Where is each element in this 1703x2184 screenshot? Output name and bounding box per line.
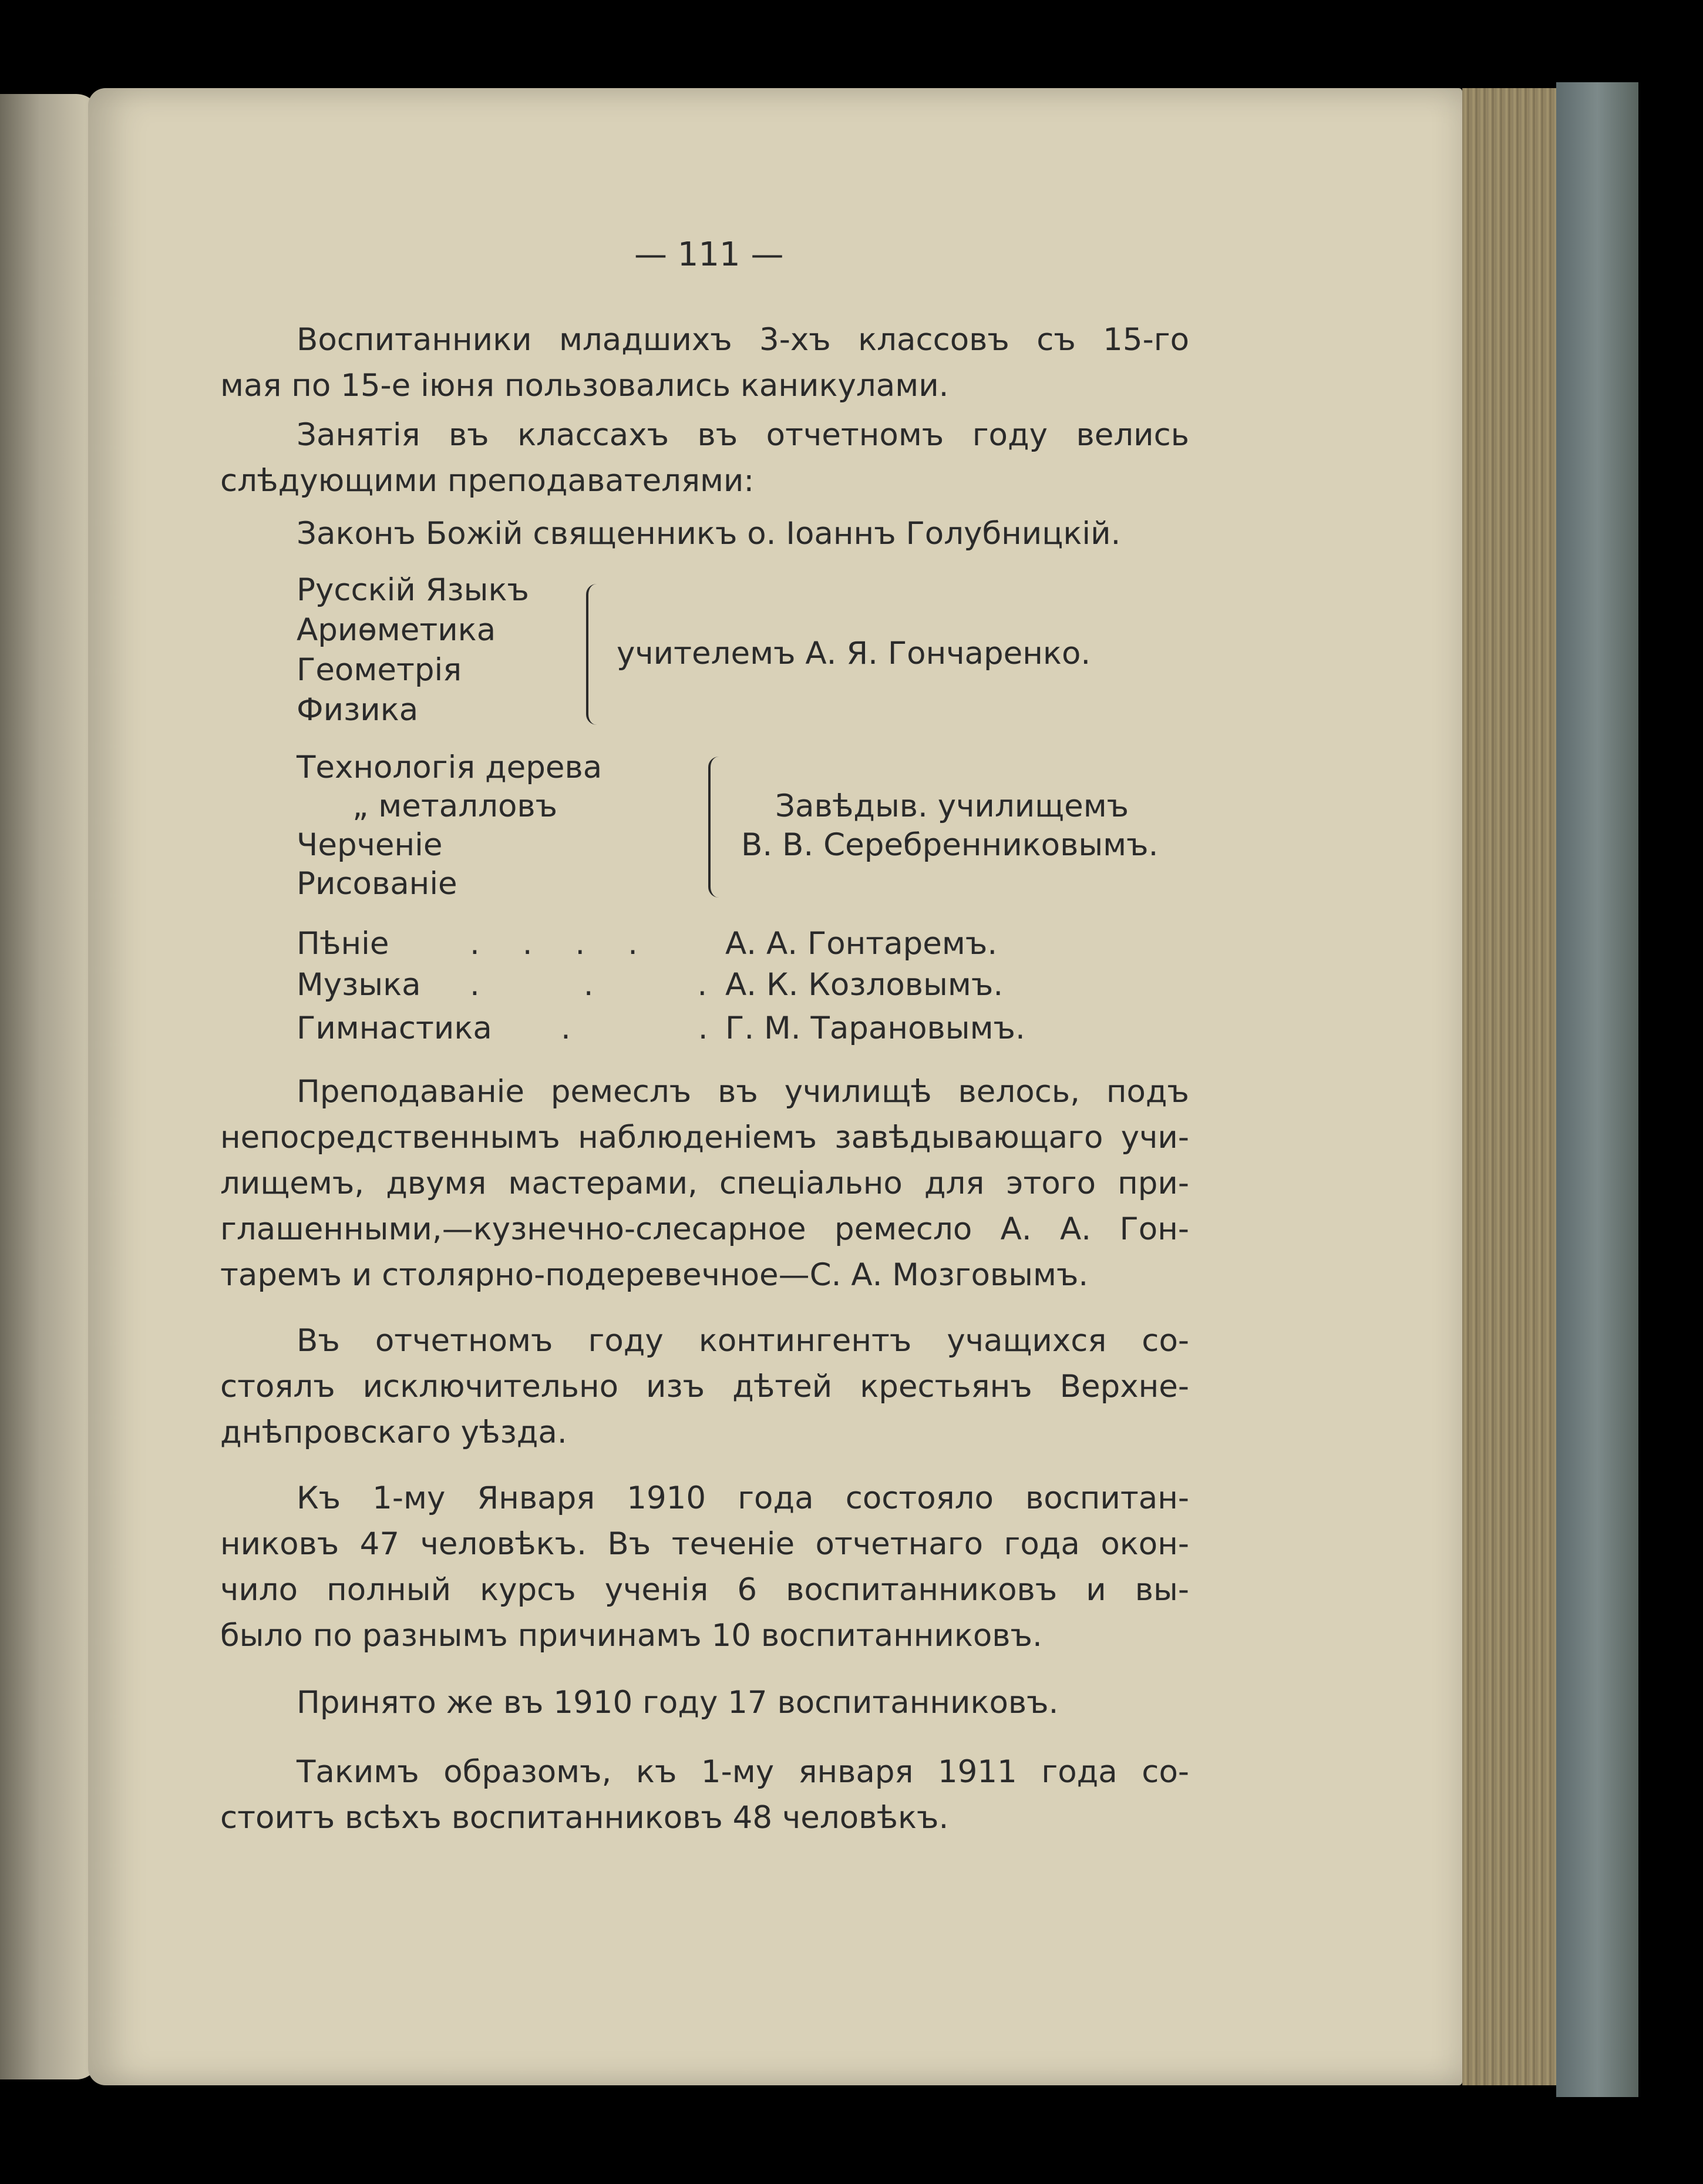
subject-label: Ариѳметика (297, 612, 496, 648)
subject-label: Русскій Языкъ (297, 572, 529, 608)
teacher-name: учителемъ А. Я. Гончаренко. (617, 636, 1091, 671)
paragraph-line: Въ отчетномъ году контингентъ учащихся со- (297, 1323, 1189, 1359)
paragraph-line: Такимъ образомъ, къ 1-му января 1911 года со- (297, 1754, 1189, 1790)
paragraph-line: стоитъ всѣхъ воспитанниковъ 48 человѣкъ. (220, 1800, 949, 1836)
paragraph-line: Законъ Божій священникъ о. Іоаннъ Голубницкій. (297, 516, 1121, 552)
paragraph-line: лищемъ, двумя мастерами, спеціально для этого при- (220, 1165, 1189, 1201)
leader-dots: . . . . (470, 926, 654, 962)
paragraph-line: Занятія въ классахъ въ отчетномъ году велись (297, 417, 1189, 453)
paragraph-line: никовъ 47 человѣкъ. Въ теченіе отчетнаго года окон- (220, 1526, 1189, 1562)
paragraph-line: чило полный курсъ ученія 6 воспитанниковъ и вы- (220, 1572, 1189, 1608)
paragraph-line: глашенными,—кузнечно-слесарное ремесло А. А. Гон- (220, 1211, 1189, 1247)
paragraph-line: таремъ и столярно-подеревечное—С. А. Мозговымъ. (220, 1257, 1089, 1293)
subject-label: Геометрія (297, 652, 462, 688)
curly-brace (708, 757, 722, 898)
subject-label: Технологія дерева (297, 750, 603, 785)
leader-dots: . . (561, 1010, 767, 1046)
subject-label: Пѣніе (297, 926, 389, 962)
paragraph-line: непосредственнымъ наблюденіемъ завѣдывающаго учи- (220, 1120, 1189, 1155)
paragraph-line: Воспитанники младшихъ 3-хъ классовъ съ 15-го (297, 322, 1189, 358)
book-cover-edge (1556, 82, 1638, 2097)
teacher-name: Завѣдыв. училищемъ (775, 788, 1129, 824)
subject-label: Гимнастика (297, 1010, 492, 1046)
paragraph-line: днѣпровскаго уѣзда. (220, 1414, 567, 1450)
paragraph-line: Къ 1-му Января 1910 года состояло воспитан- (297, 1480, 1189, 1516)
teacher-name: В. В. Серебренниковымъ. (741, 827, 1159, 863)
subject-label: „ металловъ (352, 788, 558, 824)
subject-label: Физика (297, 692, 419, 728)
page-number: — 111 — (634, 236, 784, 274)
teacher-name: А. А. Гонтаремъ. (725, 926, 998, 962)
paragraph-line: Преподаваніе ремеслъ въ училищѣ велось, подъ (297, 1074, 1189, 1110)
subject-label: Музыка (297, 967, 421, 1003)
teacher-name: А. К. Козловымъ. (725, 967, 1004, 1003)
subject-label: Рисованіе (297, 866, 457, 902)
paragraph-line: слѣдующими преподавателями: (220, 463, 755, 499)
page-block-edges (1462, 88, 1556, 2085)
leader-dots: . . . (470, 967, 755, 1003)
paragraph-line: стоялъ исключительно изъ дѣтей крестьянъ Верхне- (220, 1369, 1189, 1405)
paragraph-line: было по разнымъ причинамъ 10 воспитанниковъ. (220, 1618, 1042, 1654)
curly-brace (586, 584, 600, 725)
paragraph-line: мая по 15-е іюня пользовались каникулами. (220, 368, 949, 404)
facing-page-edge (0, 94, 100, 2079)
subject-label: Черченіе (297, 827, 443, 863)
teacher-name: Г. М. Тарановымъ. (725, 1010, 1025, 1046)
paragraph-line: Принято же въ 1910 году 17 воспитанниковъ. (297, 1685, 1059, 1721)
